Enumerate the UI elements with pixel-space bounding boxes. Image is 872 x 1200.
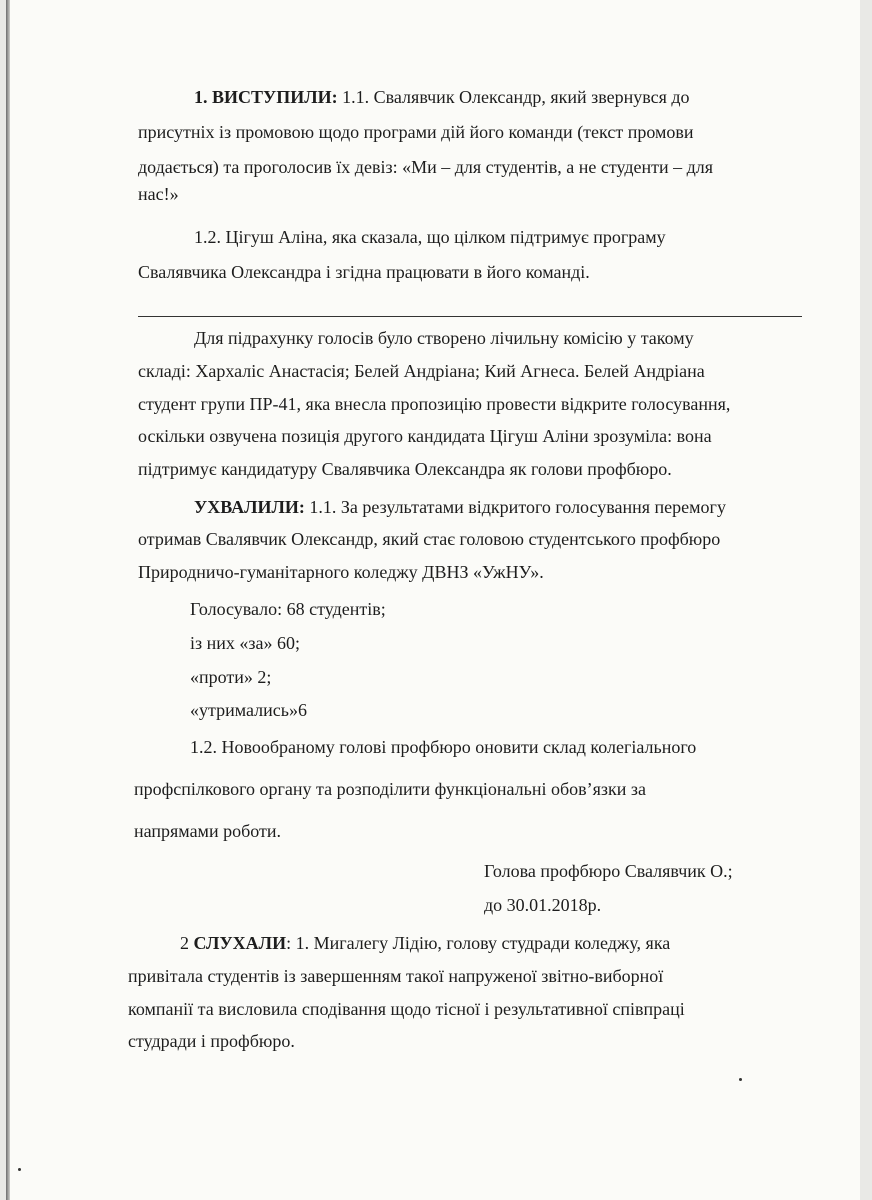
horizontal-rule [138,316,802,317]
votes-total: Голосувало: 68 студентів; [190,599,386,619]
votes-for: із них «за» 60; [190,633,300,653]
section1-heading: 1. ВИСТУПИЛИ: [194,87,338,107]
section1-line2: присутніх із промовою щодо програми дій його команди (текст промови [138,122,694,142]
deadline: до 30.01.2018р. [484,895,602,915]
resolved-item2-line2: профспілкового органу та розподілити функціональні обов’язки за [134,779,646,799]
resolved-heading: УХВАЛИЛИ: [194,497,305,517]
commission-line5: підтримує кандидатуру Свалявчика Олександра як голови профбюро. [138,459,672,479]
votes-abstained: «утримались»6 [190,700,307,720]
scan-speck [739,1078,742,1081]
section2-line1 [180,932,670,954]
resolved-item2-line1: 1.2. Новообраному голові профбюро оновити склад колегіального [190,737,697,757]
commission-line3: студент групи ПР-41, яка внесла пропозицію провести відкрите голосування, [138,394,731,414]
commission-line1: Для підрахунку голосів було створено лічильну комісію у такому [194,328,694,348]
commission-line4: оскільки озвучена позиція другого кандидата Цігуш Аліни зрозуміла: вона [138,426,712,446]
responsible-person: Голова профбюро Свалявчик О.; [484,861,733,881]
resolved-line3: Природничо-гуманітарного коледжу ДВНЗ «УжНУ». [138,562,544,582]
section1-item2-line2: Свалявчика Олександра і згідна працювати в його команді. [138,262,590,282]
section1-text: 1.1. Свалявчик Олександр, який звернувся до [337,87,690,107]
section2-number: 2 [180,933,194,953]
resolved-line1 [194,496,726,518]
section2-heading: СЛУХАЛИ [193,933,287,953]
section1-item2-line1: 1.2. Цігуш Аліна, яка сказала, що цілком підтримує програму [194,227,666,247]
section1-line4: нас!» [138,184,179,204]
section2-line2: привітала студентів із завершенням такої напруженої звітно-виборної [128,966,664,986]
commission-line2: складі: Хархаліс Анастасія; Белей Андріана; Кий Агнеса. Белей Андріана [138,361,705,381]
section1-line1 [194,86,690,108]
resolved-line2: отримав Свалявчик Олександр, який стає головою студентського профбюро [138,529,721,549]
votes-against: «проти» 2; [190,667,272,687]
section1-line3: додається) та проголосив їх девіз: «Ми – для студентів, а не студенти – для [138,157,714,177]
document-page [6,0,860,1200]
section2-line3: компанії та висловила сподівання щодо тісної і результативної співпраці [128,999,685,1019]
scan-speck [18,1168,21,1171]
section2-line4: студради і профбюро. [128,1031,295,1051]
section2-text: : 1. Мигалегу Лідію, голову студради коледжу, яка [286,933,671,953]
resolved-item2-line3: напрямами роботи. [134,821,281,841]
scan-edge [6,0,10,1200]
resolved-text: 1.1. За результатами відкритого голосування перемогу [304,497,726,517]
